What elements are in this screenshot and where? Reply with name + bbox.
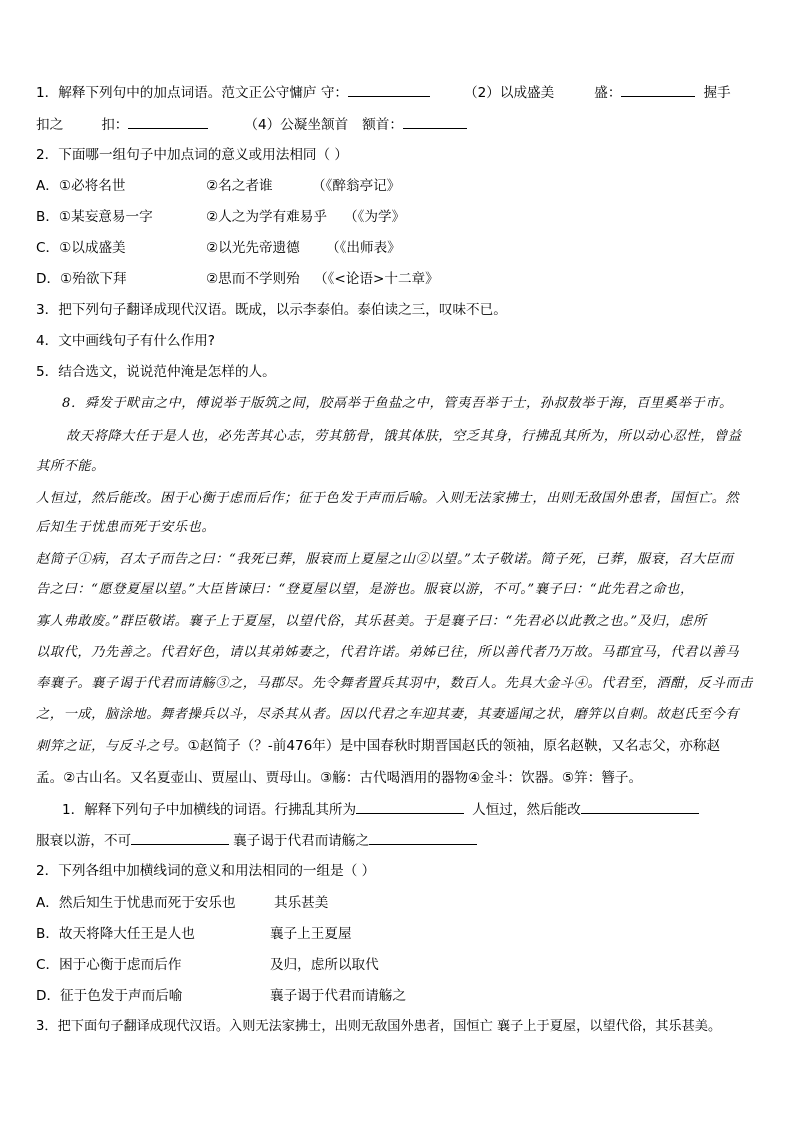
q1-item3-cont: 扣之 — [36, 117, 64, 133]
answer-blank[interactable] — [348, 82, 430, 97]
passage-line: 奉襄子。襄子谒于代君而请觞③之，马郡尽。先令舞者置兵其羽中，数百人。先具大金斗④。代君至，酒酣，反斗而击 — [36, 676, 753, 691]
passage-line: 8．舜发于畎亩之中，傅说举于版筑之间，胶鬲举于鱼盐之中，管夷吾举于士，孙叔敖举于海，百里奚举于市。 — [62, 396, 733, 411]
q2-option-a: A．①必将名世 ②名之者谁 （《醉翁亭记》 — [36, 178, 401, 194]
q1-item4: （4）公凝坐颔首 — [244, 117, 349, 133]
q3-text: 3．把下列句子翻译成现代汉语。既成，以示李泰伯。泰伯读之三，叹味不已。 — [36, 302, 507, 318]
answer-blank[interactable] — [369, 830, 477, 845]
q2-option-c: C．①以成盛美 ②以光先帝遗德 （《出师表》 — [36, 240, 401, 256]
q1-item4-label: 额首： — [362, 117, 403, 133]
passage-line-notes — [36, 736, 764, 757]
q5-text: 5．结合选文，说说范仲淹是怎样的人。 — [36, 364, 276, 380]
s2-q3-text: 3．把下面句子翻译成现代汉语。入则无法家拂士，出则无敌国外患者，国恒亡 襄子上于夏屋，以望代俗，其乐甚美。 — [36, 1019, 722, 1034]
s2-q2-option-c: C．困于心衡于虑而后作 及归，虑所以取代 — [36, 957, 379, 973]
s2-q1-line — [62, 799, 764, 820]
s2-q1-item3: 服衰以游，不可 — [36, 833, 132, 849]
answer-blank[interactable] — [581, 799, 699, 814]
q1-line-2 — [36, 114, 764, 135]
q2-option-b: B．①某妄意易一字 ②人之为学有难易乎 （《为学》 — [36, 209, 406, 225]
passage-line: 之，一成，脑涂地。舞者操兵以斗，尽杀其从者。因以代君之车迎其妻，其妻遥闻之状，磨笄以自刺。故赵氏至今有 — [36, 707, 740, 722]
q1-item3: 握手 — [703, 85, 731, 101]
q2-stem: 2．下面哪一组句子中加点词的意义或用法相同（ ） — [36, 147, 349, 163]
q1-item3-label: 扣： — [101, 117, 129, 133]
passage-line: 以取代，乃先善之。代君好色，请以其弟姊妻之，代君许诺。弟姊已往，所以善代者乃万故。马郡宜马，代君以善马 — [36, 645, 740, 660]
q1-item2-label: 盛： — [594, 85, 622, 101]
footnote-text: ①赵简子（？-前476年）是中国春秋时期晋国赵氏的领袖，原名赵鞅，又名志父，亦称赵 — [187, 738, 721, 754]
s2-q1-item2: 人恒过，然后能改 — [472, 802, 581, 818]
passage-line: 寡人弗敢废。”群臣敬诺。襄子上于夏屋，以望代俗，其乐甚美。于是襄子曰：“先君必以此教之也。”及归，虑所 — [36, 614, 707, 629]
s2-q2-option-d: D．征于色发于声而后喻 襄子谒于代君而请觞之 — [36, 988, 406, 1004]
passage-line: 赵简子①病，召太子而告之曰：“我死已葬，服衰而上夏屋之山②以望。”太子敬诺。简子死，已葬，服衰，召大臣而 — [36, 552, 734, 567]
answer-blank[interactable] — [356, 799, 464, 814]
passage-line: 人恒过，然后能改。困于心衡于虑而后作；征于色发于声而后喻。入则无法家拂士，出则无敌国外患者，国恒亡。然 — [36, 491, 740, 506]
s2-q2-stem: 2．下列各组中加横线词的意义和用法相同的一组是（ ） — [36, 863, 376, 879]
s2-q2-option-b: B．故天将降大任王是人也 襄子上王夏屋 — [36, 926, 352, 942]
passage-line: 故天将降大任于是人也，必先苦其心志，劳其筋骨，饿其体肤，空乏其身，行拂乱其所为，所以动心忍性，曾益 — [66, 429, 742, 444]
answer-blank[interactable] — [128, 114, 208, 129]
s2-q1-text: 1．解释下列句子中加横线的词语。行拂乱其所为 — [62, 802, 357, 818]
q1-line — [36, 82, 764, 103]
passage-text: 刺笄之证，与反斗之号。 — [36, 739, 188, 754]
q2-option-d: D．①殆欲下拜 ②思而不学则殆 （《<论语>十二章》 — [36, 271, 439, 287]
q1-item2: （2）以成盛美 — [464, 85, 555, 101]
s2-q1-line-2 — [36, 830, 764, 851]
answer-blank[interactable] — [403, 114, 467, 129]
passage-line: 其所不能。 — [36, 459, 105, 474]
footnote-line: 孟。②古山名。又名夏壶山、贾屋山、贾母山。③觞：古代喝酒用的器物④金斗：饮器。⑤笄：簪子。 — [36, 770, 643, 786]
answer-blank[interactable] — [131, 830, 229, 845]
s2-q2-option-a: A．然后知生于忧患而死于安乐也 其乐甚美 — [36, 895, 329, 911]
answer-blank[interactable] — [621, 82, 695, 97]
q1-text: 1．解释下列句中的加点词语。范文正公守慵庐 守： — [36, 85, 349, 101]
q4-text: 4．文中画线句子有什么作用? — [36, 333, 215, 349]
passage-line: 告之曰：“愿登夏屋以望。”大臣皆谏曰：“登夏屋以望，是游也。服衰以游，不可。”襄子曰：“此先君之命也， — [36, 582, 694, 597]
passage-line: 后知生于忧患而死于安乐也。 — [36, 520, 216, 535]
s2-q1-item4: 襄子谒于代君而请觞之 — [233, 833, 370, 849]
